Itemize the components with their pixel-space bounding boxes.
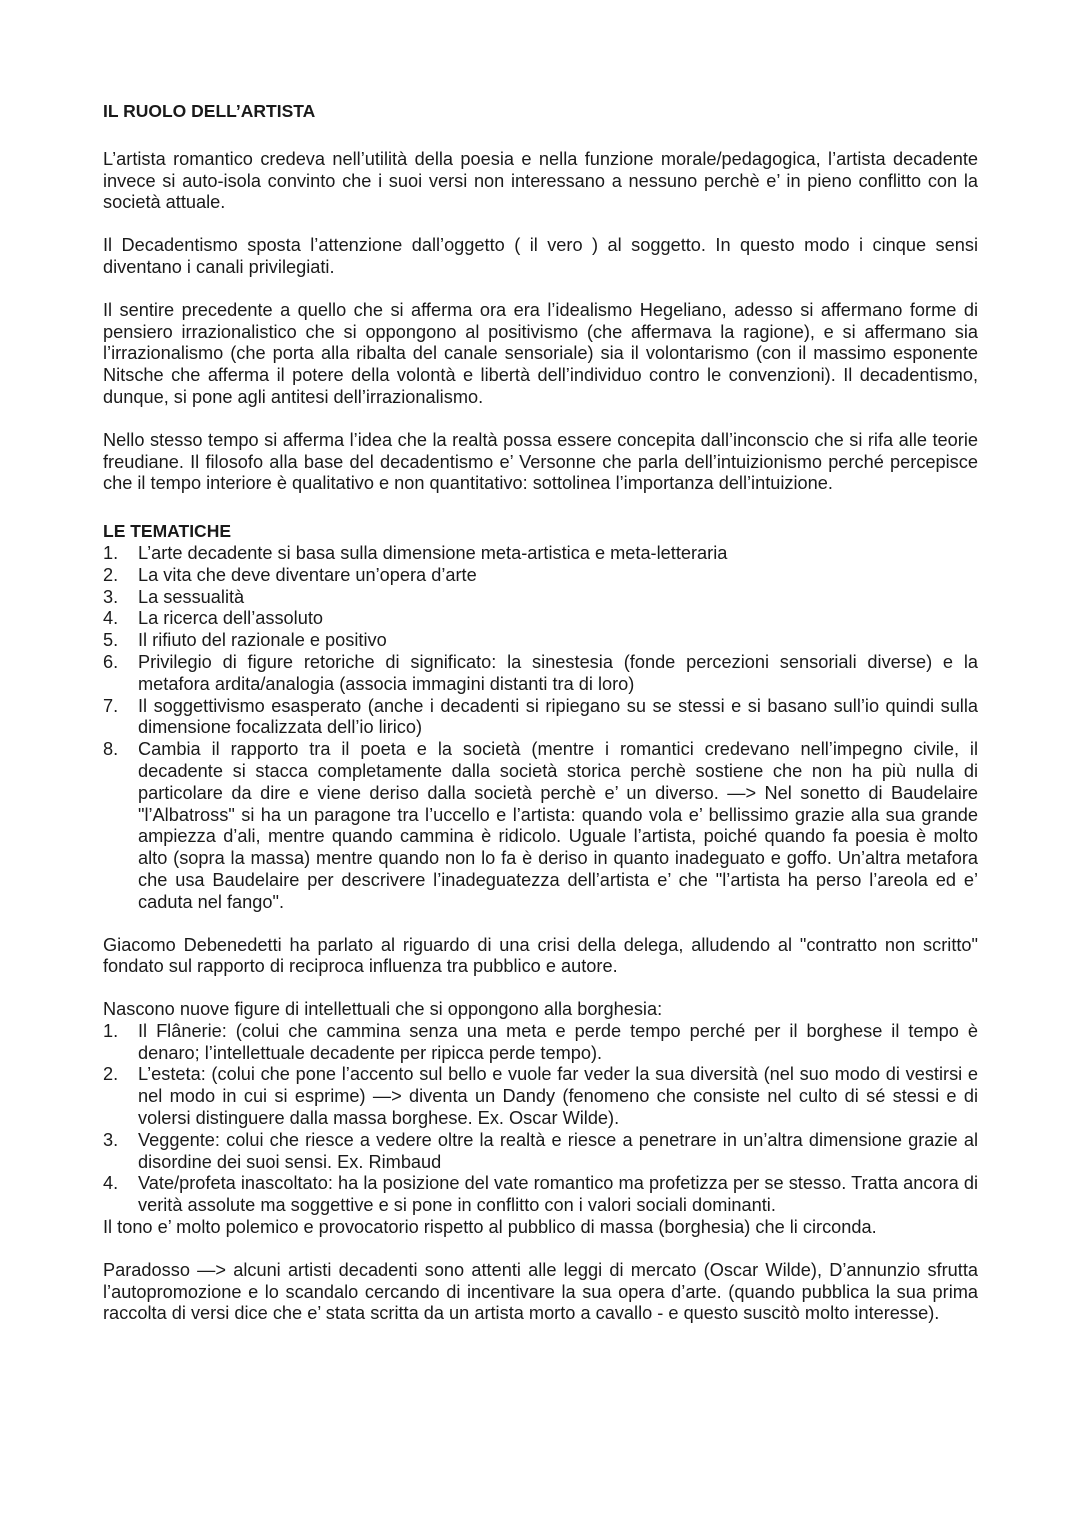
list-number: 5. (103, 630, 119, 651)
intro-paragraph-1: L’artista romantico credeva nell’utilità della poesia e nella funzione morale/pedagogica, l’artista decadente invece si auto-isola convinto che i suoi versi non interessano a nessuno perchè e’ in pieno conflitto con la società attuale. (103, 148, 978, 213)
paradox-paragraph: Paradosso —> alcuni artisti decadenti sono attenti alle leggi di mercato (Oscar Wilde), D’annunzio sfrutta l’autopromozione e lo scandalo cercando di incentivare la sua opera d’arte. (quando pubblica la sua prima raccolta di versi dice che e’ stata scritta da un artista morto a cavallo - e questo suscitò molto interesse). (103, 1259, 978, 1324)
list-number: 2. (103, 1064, 119, 1085)
figures-closing: Il tono e’ molto polemico e provocatorio rispetto al pubblico di massa (borghesia) che li circonda. (103, 1217, 877, 1238)
list-item-text: Il soggettivismo esasperato (anche i decadenti si ripiegano su se stessi e si basano sull’io quindi sulla dimensione focalizzata dell’io lirico) (138, 695, 978, 738)
intro-paragraph-2: Il Decadentismo sposta l’attenzione dall’oggetto ( il vero ) al soggetto. In questo modo i cinque sensi diventano i canali privilegiati. (103, 235, 978, 277)
list-number: 7. (103, 695, 119, 716)
list-item (103, 543, 978, 565)
list-number: 4. (103, 1173, 119, 1194)
list-item-text: Veggente: colui che riesce a vedere oltre la realtà e riesce a penetrare in un’altra dimensione grazie al disordine dei suoi sensi. Ex. Rimbaud (138, 1129, 978, 1172)
list-item (103, 652, 978, 696)
list-item (103, 565, 978, 587)
list-item (103, 1021, 978, 1065)
list-item (103, 1064, 978, 1129)
debenedetti-paragraph: Giacomo Debenedetti ha parlato al riguardo di una crisi della delega, alludendo al "contratto non scritto" fondato sul rapporto di reciproca influenza tra pubblico e autore. (103, 934, 978, 977)
figures-list (103, 1021, 978, 1217)
list-number: 2. (103, 564, 119, 585)
list-item-text: Il rifiuto del razionale e positivo (138, 630, 387, 651)
list-number: 3. (103, 1129, 119, 1150)
intro-paragraph-4: Nello stesso tempo si afferma l’idea che la realtà possa essere concepita dall’inconscio che si rifa alle teorie freudiane. Il filosofo alla base del decadentismo e’ Versonne che parla dell’intuizionismo perché percepisce che il tempo interiore è qualitativo e non quantitativo: sottolinea l’importanza dell’intuizione. (103, 429, 978, 494)
list-number: 3. (103, 586, 119, 607)
list-item-text: Privilegio di figure retoriche di significato: la sinestesia (fonde percezioni sensoriali diverse) e la metafora ardita/analogia (associa immagini distanti tra di loro) (138, 651, 978, 694)
themes-list (103, 543, 978, 914)
list-item-text: Cambia il rapporto tra il poeta e la società (mentre i romantici credevano nell’impegno civile, il decadente si stacca completamente dalla società storica perchè sostiene che non ha più nulla di particolare da dire e viene deriso dalla società perchè e’ un diverso. —> Nel sonetto di Baudelaire "l’Albatross" si ha un paragone tra l’uccello e l’artista: quando vola e’ bellissimo grazie alla sua grande ampiezza d’ali, mentre quando cammina è ridicolo. Uguale l’artista, poiché quando fa poesia è molto alto (sopra la massa) mentre quando non lo fa è deriso in quanto inadeguato e goffo. Un’altra metafora che usa Baudelaire per descrivere l’inadeguatezza dell’artista e’ che "l’artista ha perso l’areola ed e’ caduta nel fango". (138, 739, 978, 912)
list-number: 1. (103, 1020, 119, 1041)
figures-intro: Nascono nuove figure di intellettuali che si oppongono alla borghesia: (103, 999, 663, 1020)
list-item-text: Il Flânerie: (colui che cammina senza una meta e perde tempo perché per il borghese il tempo è denaro; l’intellettuale decadente per ripicca perde tempo). (138, 1020, 978, 1063)
list-number: 1. (103, 542, 119, 563)
list-number: 4. (103, 608, 119, 629)
list-item-text: La vita che deve diventare un’opera d’arte (138, 564, 477, 585)
list-item-text: L’esteta: (colui che pone l’accento sul bello e vuole far veder la sua diversità (nel suo modo di vestirsi e nel modo in cui si esprime) —> diventa un Dandy (fenomeno che consiste nel culto di sé stessi e di volersi distinguere dalla massa borghese. Ex. Oscar Wilde). (138, 1064, 978, 1129)
list-item (103, 587, 978, 609)
list-item-text: La ricerca dell’assoluto (138, 608, 324, 629)
section-title: IL RUOLO DELL’ARTISTA (103, 101, 316, 121)
list-number: 6. (103, 651, 119, 672)
list-item (103, 739, 978, 913)
list-item (103, 608, 978, 630)
list-item-text: La sessualità (138, 586, 245, 607)
intro-paragraph-3: Il sentire precedente a quello che si afferma ora era l’idealismo Hegeliano, adesso si affermano forme di pensiero irrazionalistico che si oppongono al positivismo (che affermava la ragione), e si affermano sia l’irrazionalismo (che porta alla ribalta del canale sensoriale) sia il volontarismo (con il massimo esponente Nitsche che afferma il potere della volontà e libertà dell’individuo contro le convenzioni). Il decadentismo, dunque, si pone agli antitesi dell’irrazionalismo. (103, 299, 978, 407)
themes-heading: LE TEMATICHE (103, 521, 232, 542)
list-item (103, 1173, 978, 1217)
list-item-text: L’arte decadente si basa sulla dimensione meta-artistica e meta-letteraria (138, 542, 728, 563)
list-number: 8. (103, 739, 119, 760)
list-item (103, 696, 978, 740)
list-item (103, 630, 978, 652)
list-item-text: Vate/profeta inascoltato: ha la posizione del vate romantico ma profetizza per se stesso. Tratta ancora di verità assolute ma soggettive e si pone in conflitto con i valori sociali dominanti. (138, 1173, 978, 1216)
list-item (103, 1130, 978, 1174)
